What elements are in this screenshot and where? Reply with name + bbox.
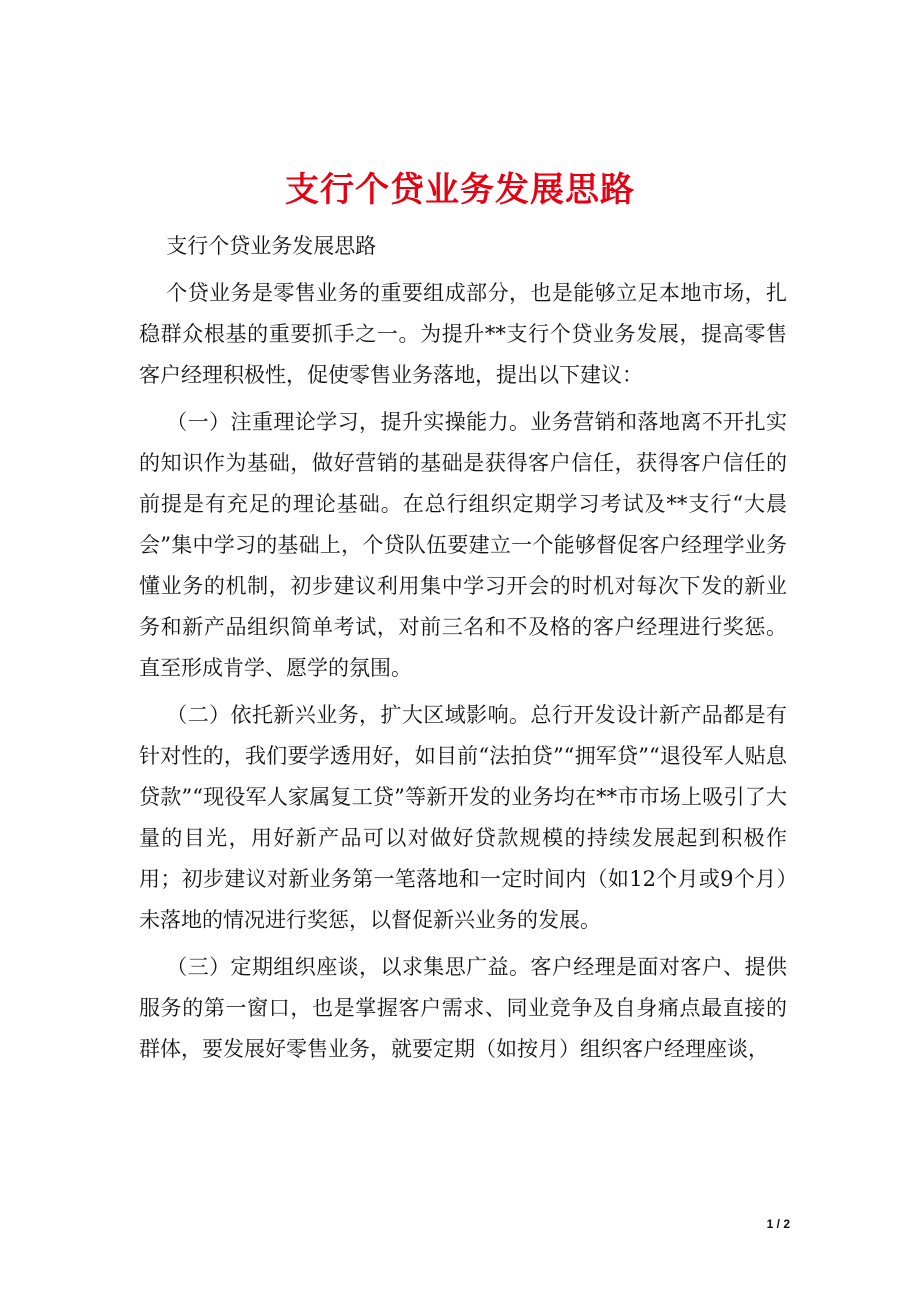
document-body: [139, 226, 787, 1070]
document-subtitle: 支行个贷业务发展思路: [166, 234, 377, 258]
paragraph-point-1: （一）注重理论学习，提升实操能力。业务营销和落地离不开扎实的知识作为基础，做好营销的基础是获得客户信任，获得客户信任的前提是有充足的理论基础。在总行组织定期学习考试及**支行“大晨会”集中学习的基础上，个贷队伍要建立一个能够督促客户经理学业务懂业务的机制，初步建议利用集中学习开会的时机对每次下发的新业务和新产品组织简单考试，对前三名和不及格的客户经理进行奖惩。直至形成肯学、愿学的氛围。: [139, 410, 787, 680]
document-title: 支行个贷业务发展思路: [285, 169, 635, 210]
page-number: 1 / 2: [766, 1217, 790, 1231]
paragraph-point-2: （二）依托新兴业务，扩大区域影响。总行开发设计新产品都是有针对性的，我们要学透用好，如目前“法拍贷”“拥军贷”“退役军人贴息贷款”“现役军人家属复工贷”等新开发的业务均在**市市场上吸引了大量的目光，用好新产品可以对做好贷款规模的持续发展起到积极作用；初步建议对新业务第一笔落地和一定时间内（如12个月或9个月）未落地的情况进行奖惩，以督促新兴业务的发展。: [139, 703, 787, 932]
paragraph-point-3: （三）定期组织座谈，以求集思广益。客户经理是面对客户、提供服务的第一窗口，也是掌握客户需求、同业竞争及自身痛点最直接的群体，要发展好零售业务，就要定期（如按月）组织客户经理座谈，: [139, 955, 787, 1061]
paragraph-intro: 个贷业务是零售业务的重要组成部分，也是能够立足本地市场，扎稳群众根基的重要抓手之一。为提升**支行个贷业务发展，提高零售客户经理积极性，促使零售业务落地，提出以下建议：: [139, 281, 787, 387]
